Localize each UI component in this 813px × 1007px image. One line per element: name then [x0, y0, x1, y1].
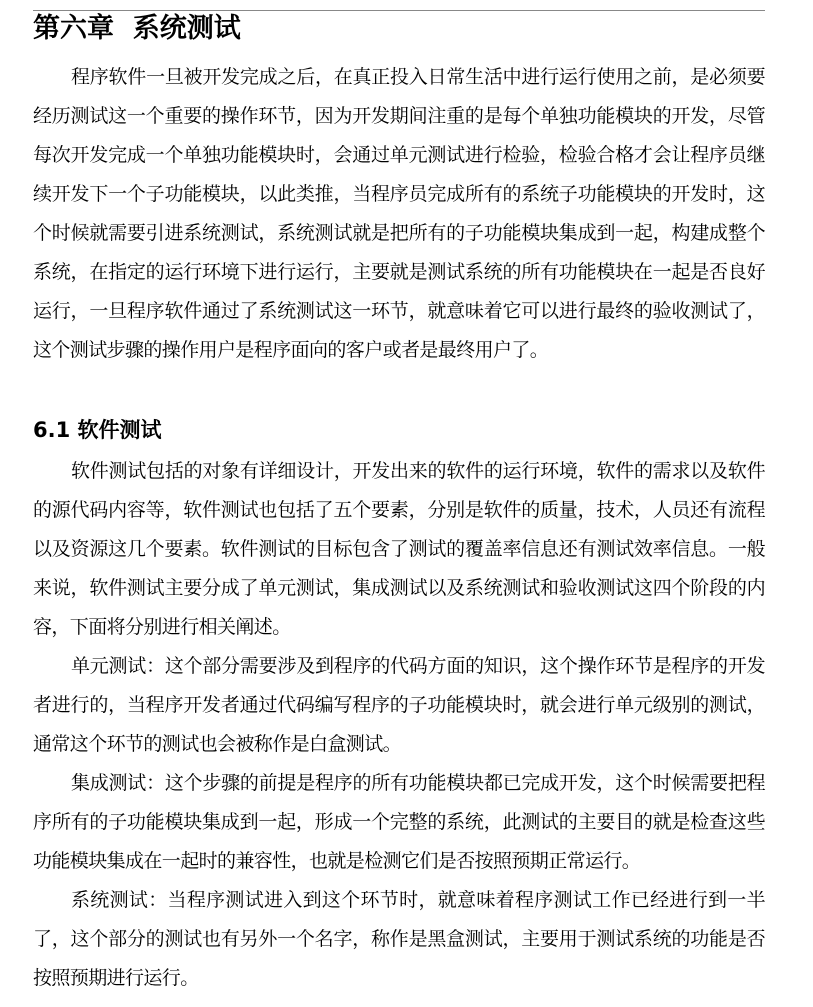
section-title: 6.1 软件测试	[33, 418, 162, 442]
section-paragraph-system-test: 系统测试：当程序测试进入到这个环节时，就意味着程序测试工作已经进行到一半了，这个部分的测试也有另外一个名字，称作是黑盒测试，主要用于测试系统的功能是否按照预期进行运行。	[33, 889, 765, 989]
header-rule	[33, 10, 765, 11]
document-page	[33, 0, 765, 1007]
chapter-title: 第六章 系统测试	[33, 13, 241, 44]
chapter-intro-paragraph: 程序软件一旦被开发完成之后，在真正投入日常生活中进行运行使用之前，是必须要经历测试这一个重要的操作环节，因为开发期间注重的是每个单独功能模块的开发，尽管每次开发完成一个单独功能模块时，会通过单元测试进行检验，检验合格才会让程序员继续开发下一个子功能模块，以此类推，当程序员完成所有的系统子功能模块的开发时，这个时候就需要引进系统测试，系统测试就是把所有的子功能模块集成到一起，构建成整个系统，在指定的运行环境下进行运行，主要就是测试系统的所有功能模块在一起是否良好运行，一旦程序软件通过了系统测试这一环节，就意味着它可以进行最终的验收测试了，这个测试步骤的操作用户是程序面向的客户或者是最终用户了。	[33, 66, 765, 361]
section-paragraph-integration-test: 集成测试：这个步骤的前提是程序的所有功能模块都已完成开发，这个时候需要把程序所有的子功能模块集成到一起，形成一个完整的系统，此测试的主要目的就是检查这些功能模块集成在一起时的兼容性，也就是检测它们是否按照预期正常运行。	[33, 772, 765, 872]
section-paragraph-overview: 软件测试包括的对象有详细设计，开发出来的软件的运行环境，软件的需求以及软件的源代码内容等，软件测试也包括了五个要素，分别是软件的质量，技术，人员还有流程以及资源这几个要素。软件测试的目标包含了测试的覆盖率信息还有测试效率信息。一般来说，软件测试主要分成了单元测试，集成测试以及系统测试和验收测试这四个阶段的内容，下面将分别进行相关阐述。	[33, 460, 765, 638]
section-paragraph-unit-test: 单元测试：这个部分需要涉及到程序的代码方面的知识，这个操作环节是程序的开发者进行的，当程序开发者通过代码编写程序的子功能模块时，就会进行单元级别的测试，通常这个环节的测试也会被称作是白盒测试。	[33, 655, 765, 755]
